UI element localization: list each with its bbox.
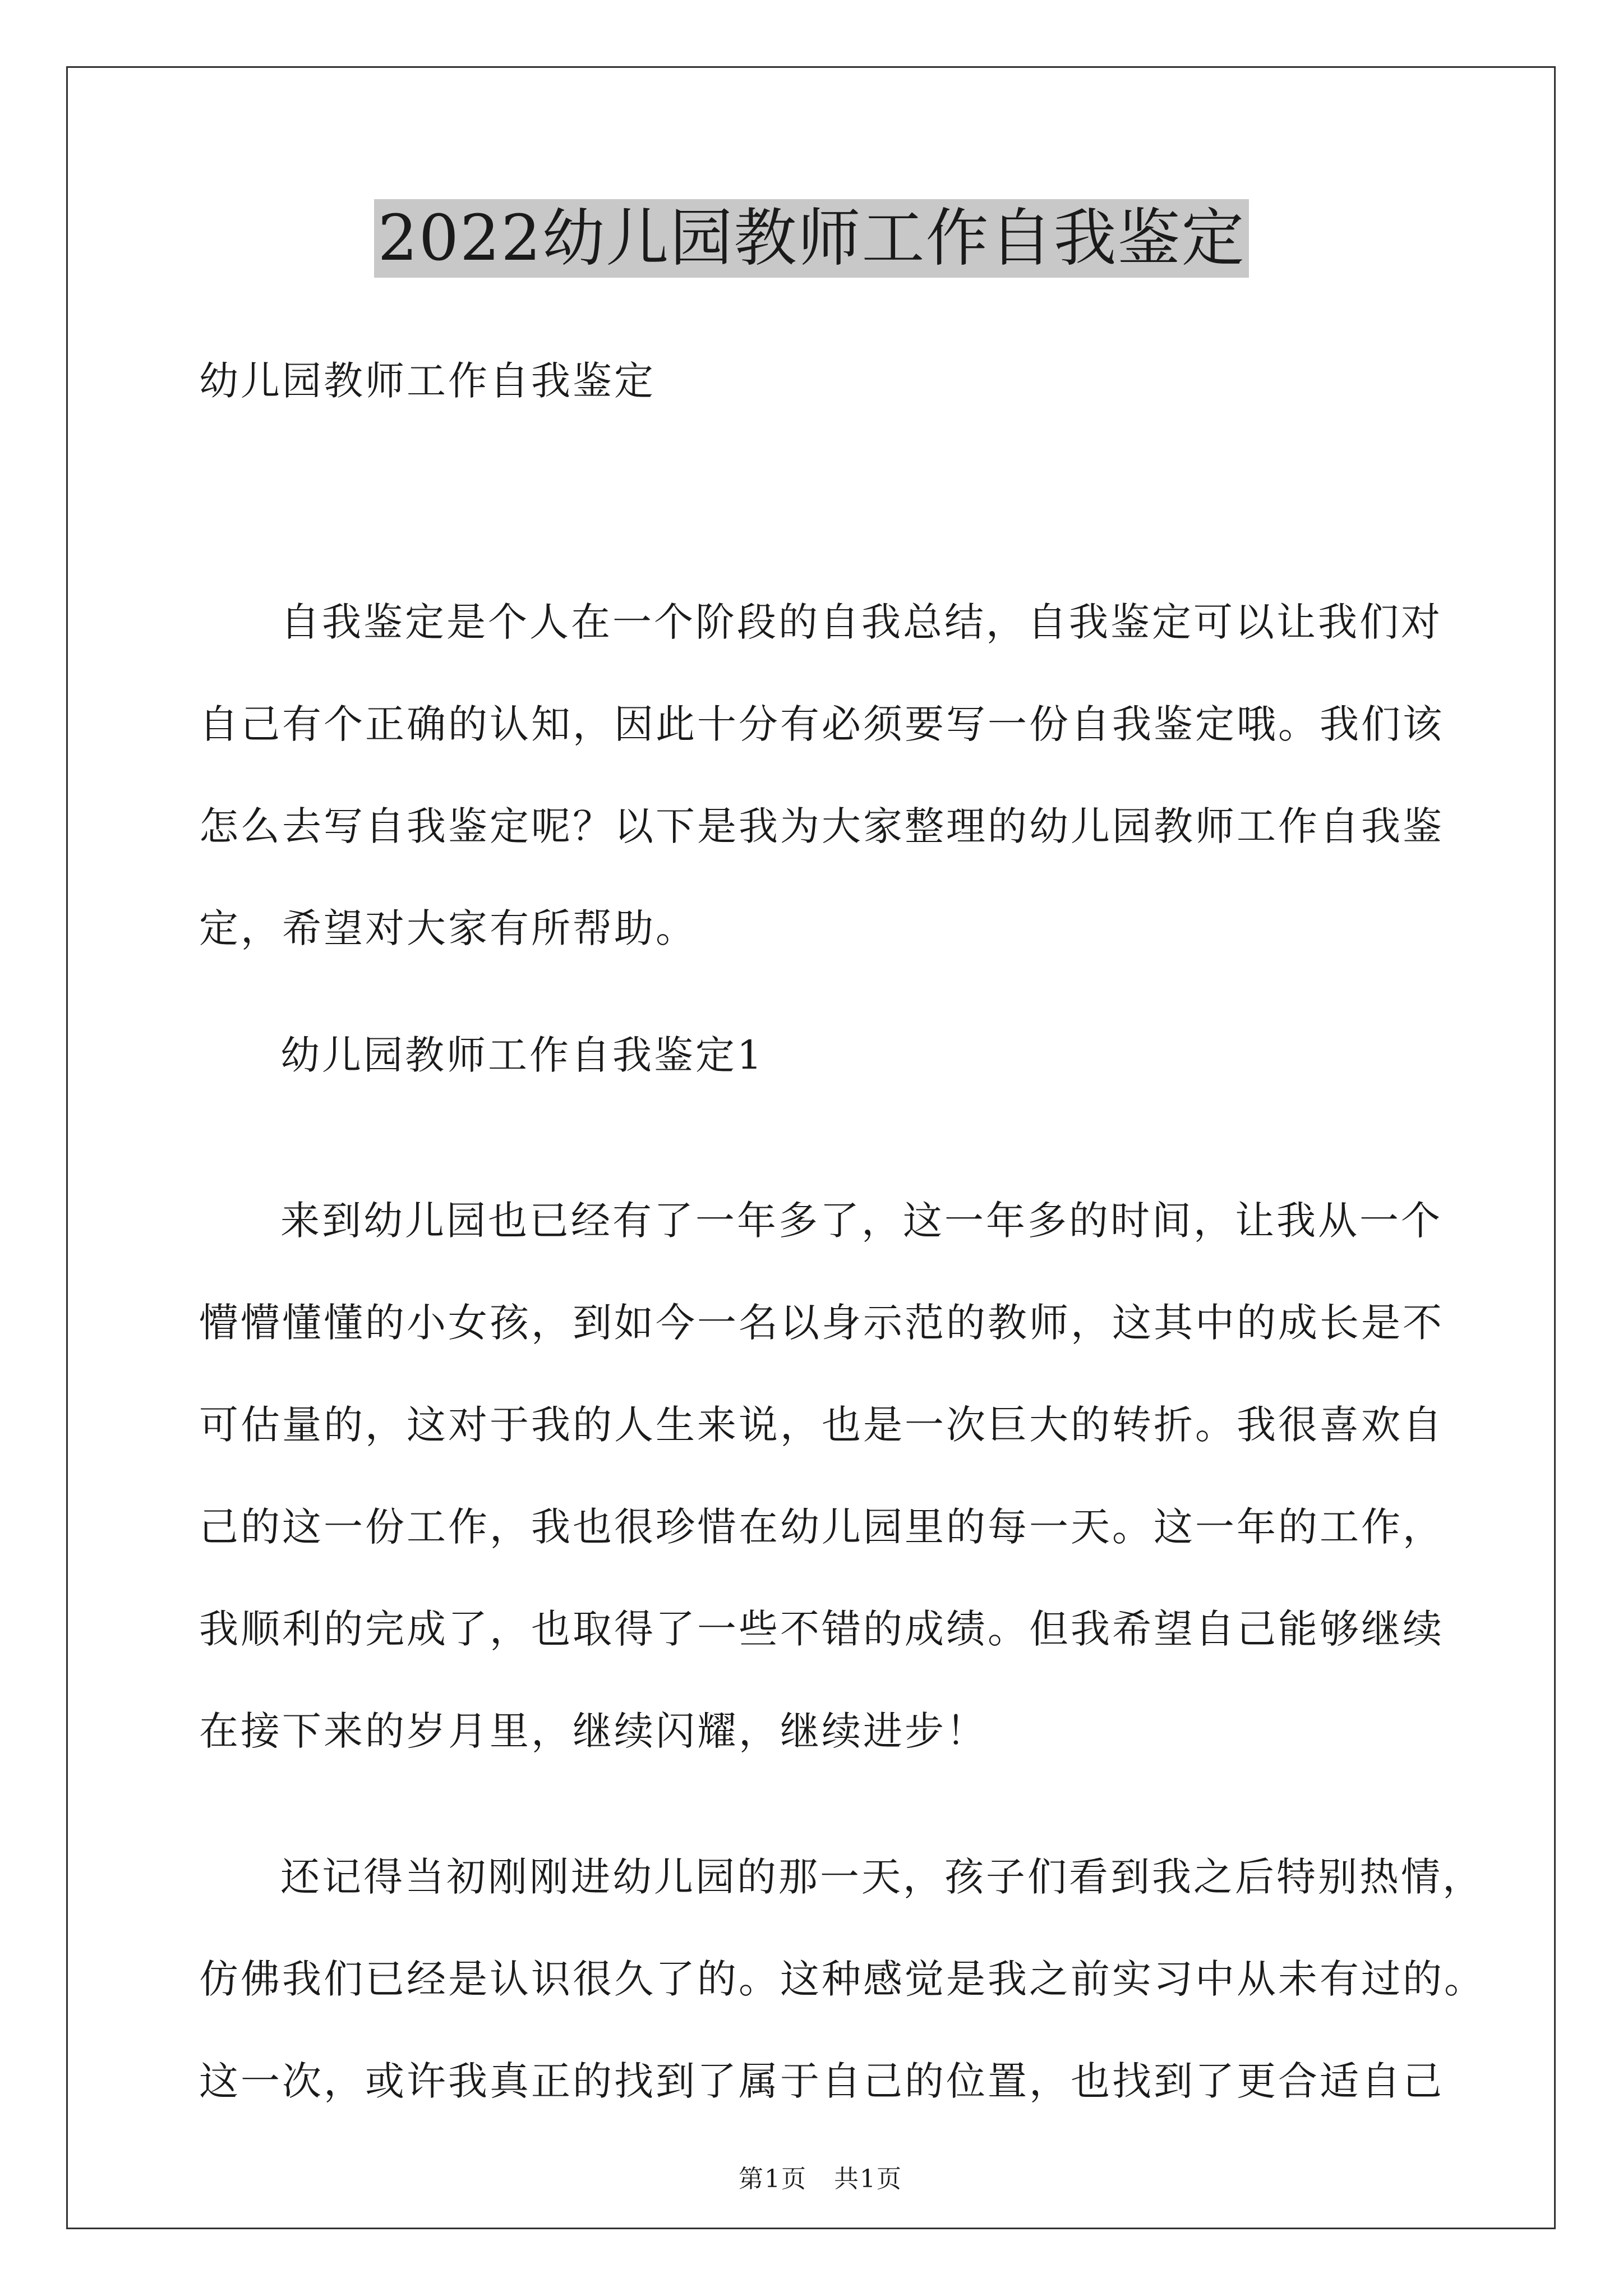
page-footer [0, 2129, 1623, 2196]
paragraph-line: 还记得当初刚刚进幼儿园的那一天，孩子们看到我之后特别热情， [280, 1854, 1484, 1900]
section-heading [280, 1004, 1514, 1106]
paragraph-line: 我顺利的完成了，也取得了一些不错的成绩。但我希望自己能够继续 [199, 1606, 1444, 1652]
document-title: 2022幼儿园教师工作自我鉴定 [374, 199, 1248, 278]
paragraph-line: 仿佛我们已经是认识很久了的。这种感觉是我之前实习中从未有过的。 [199, 1956, 1486, 2002]
section-heading-text: 幼儿园教师工作自我鉴定1 [280, 1032, 764, 1078]
paragraph-line: 己的这一份工作，我也很珍惜在幼儿园里的每一天。这一年的工作， [199, 1504, 1444, 1550]
body-paragraph-2 [199, 1826, 1486, 2132]
paragraph-line: 懵懵懂懂的小女孩，到如今一名以身示范的教师，这其中的成长是不 [199, 1300, 1444, 1346]
paragraph-line: 可估量的，这对于我的人生来说，也是一次巨大的转折。我很喜欢自 [199, 1402, 1444, 1448]
intro-line: 自我鉴定是个人在一个阶段的自我总结，自我鉴定可以让我们对 [280, 599, 1442, 645]
intro-line: 自己有个正确的认知，因此十分有必须要写一份自我鉴定哦。我们该 [199, 701, 1444, 747]
intro-line: 怎么去写自我鉴定呢？以下是我为大家整理的幼儿园教师工作自我鉴 [199, 803, 1444, 849]
intro-paragraph [199, 571, 1444, 979]
paragraph-line: 来到幼儿园也已经有了一年多了，这一年多的时间，让我从一个 [280, 1198, 1442, 1244]
document-subtitle [199, 330, 1433, 432]
subtitle-line: 幼儿园教师工作自我鉴定 [199, 358, 656, 404]
paragraph-line: 这一次，或许我真正的找到了属于自己的位置，也找到了更合适自己 [199, 2058, 1444, 2104]
paragraph-line: 在接下来的岁月里，继续闪耀，继续进步！ [199, 1708, 988, 1754]
intro-line: 定，希望对大家有所帮助。 [199, 905, 697, 951]
page-number-label: 第1页 共1页 [739, 2165, 902, 2193]
body-paragraph-1 [199, 1170, 1444, 1782]
title-container [0, 199, 1623, 278]
